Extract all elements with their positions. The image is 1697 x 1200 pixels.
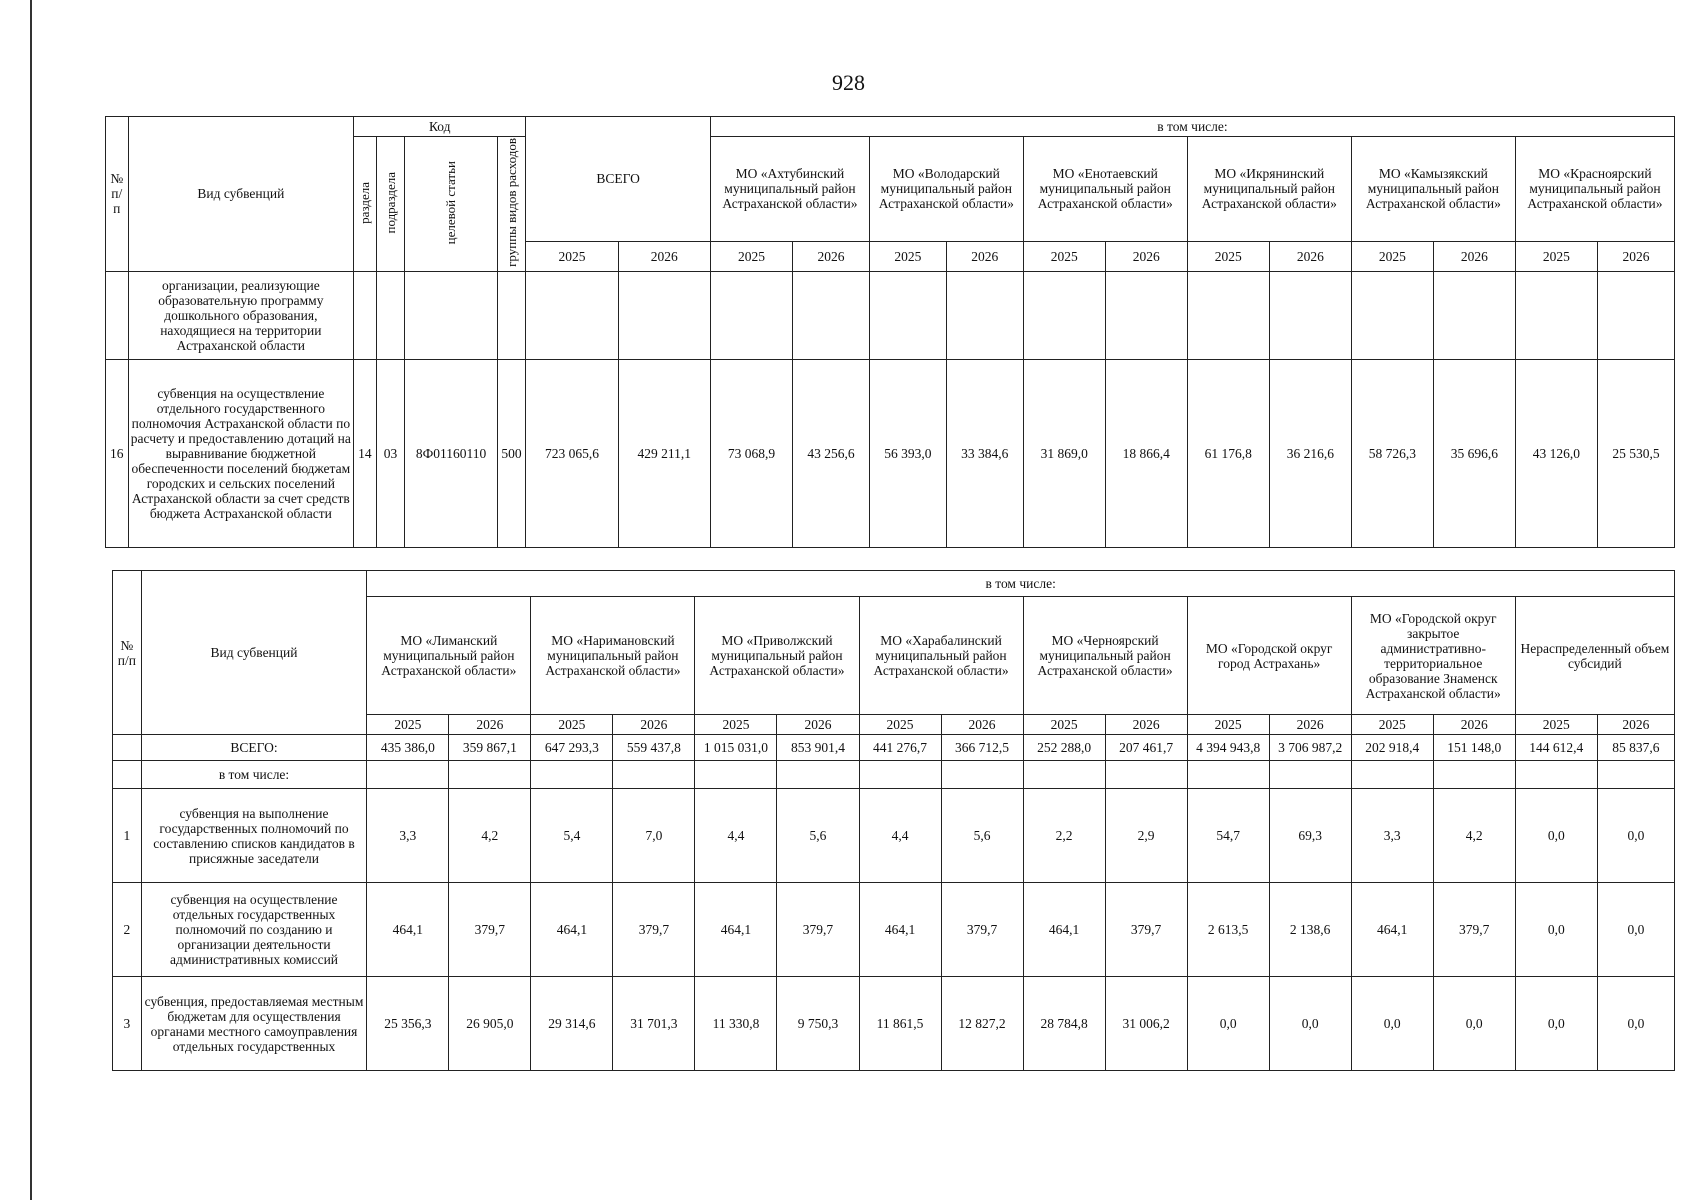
row-podrazdel xyxy=(376,271,405,359)
row-value xyxy=(449,761,531,789)
col-header-name: Вид субвенций xyxy=(141,571,367,735)
table-row xyxy=(106,359,1675,547)
row-value: 4,4 xyxy=(695,789,777,883)
row-value: 435 386,0 xyxy=(367,735,449,761)
row-value xyxy=(869,271,946,359)
row-total-2026 xyxy=(618,271,710,359)
year-header: 2026 xyxy=(613,715,695,735)
row-value: 29 314,6 xyxy=(531,977,613,1071)
year-header: 2025 xyxy=(869,241,946,271)
row-celevaya xyxy=(405,271,497,359)
municipality-header-limansky: МО «Лиманский муниципальный район Астраханской области» xyxy=(367,597,531,715)
row-value xyxy=(1187,271,1269,359)
row-total-2025: 723 065,6 xyxy=(526,359,618,547)
year-header: 2026 xyxy=(1105,241,1187,271)
row-value: 2,2 xyxy=(1023,789,1105,883)
row-value: 28 784,8 xyxy=(1023,977,1105,1071)
row-value xyxy=(1515,761,1597,789)
row-value: 3,3 xyxy=(1351,789,1433,883)
year-header: 2025 xyxy=(859,715,941,735)
row-value xyxy=(859,761,941,789)
municipality-header-privolzhsky: МО «Приволжский муниципальный район Астраханской области» xyxy=(695,597,859,715)
row-value xyxy=(1187,761,1269,789)
year-header: 2026 xyxy=(1105,715,1187,735)
row-value: 1 015 031,0 xyxy=(695,735,777,761)
row-value: 69,3 xyxy=(1269,789,1351,883)
row-value: 0,0 xyxy=(1433,977,1515,1071)
year-header: 2026 xyxy=(618,241,710,271)
row-razdel xyxy=(354,271,377,359)
row-value: 252 288,0 xyxy=(1023,735,1105,761)
row-value: 0,0 xyxy=(1515,789,1597,883)
row-value: 2,9 xyxy=(1105,789,1187,883)
year-header: 2026 xyxy=(1433,241,1515,271)
row-name: организации, реализующие образовательную программу дошкольного образования, находящиеся на территории Астраханской области xyxy=(128,271,354,359)
col-header-code: Код xyxy=(354,117,526,137)
row-value xyxy=(941,761,1023,789)
year-header: 2025 xyxy=(367,715,449,735)
row-value: 58 726,3 xyxy=(1351,359,1433,547)
row-value xyxy=(777,761,859,789)
table-row xyxy=(113,883,1675,977)
row-value: 61 176,8 xyxy=(1187,359,1269,547)
row-value: 359 867,1 xyxy=(449,735,531,761)
row-value xyxy=(1105,271,1187,359)
row-value: 4 394 943,8 xyxy=(1187,735,1269,761)
row-value: 5,6 xyxy=(941,789,1023,883)
row-value: 9 750,3 xyxy=(777,977,859,1071)
row-name: в том числе: xyxy=(141,761,367,789)
row-value: 379,7 xyxy=(1433,883,1515,977)
row-value: 366 712,5 xyxy=(941,735,1023,761)
row-value: 33 384,6 xyxy=(946,359,1023,547)
col-header-name: Вид субвенций xyxy=(128,117,354,272)
row-value: 0,0 xyxy=(1351,977,1433,1071)
year-header: 2025 xyxy=(1351,715,1433,735)
binding-margin-line xyxy=(30,0,32,1200)
row-value xyxy=(1023,761,1105,789)
table-row-total xyxy=(113,735,1675,761)
table-row xyxy=(113,789,1675,883)
row-value: 464,1 xyxy=(695,883,777,977)
row-value: 464,1 xyxy=(1023,883,1105,977)
row-value xyxy=(946,271,1023,359)
row-value xyxy=(1351,271,1433,359)
row-name: ВСЕГО: xyxy=(141,735,367,761)
municipality-header-astrakhan-city: МО «Городской округ город Астрахань» xyxy=(1187,597,1351,715)
year-header: 2026 xyxy=(1269,241,1351,271)
row-value: 0,0 xyxy=(1187,977,1269,1071)
row-value: 464,1 xyxy=(1351,883,1433,977)
year-header: 2025 xyxy=(526,241,618,271)
row-name: субвенция, предоставляемая местным бюджетам для осуществления органами местного самоуправления отдельных государственных xyxy=(141,977,367,1071)
row-num: 3 xyxy=(113,977,142,1071)
row-value: 4,4 xyxy=(859,789,941,883)
row-value: 11 861,5 xyxy=(859,977,941,1071)
row-name: субвенция на выполнение государственных полномочий по составлению списков кандидатов в присяжные заседатели xyxy=(141,789,367,883)
col-header-num: № п/п xyxy=(106,117,129,272)
row-value xyxy=(1597,761,1674,789)
row-value: 31 869,0 xyxy=(1023,359,1105,547)
row-value: 43 126,0 xyxy=(1515,359,1597,547)
subventions-table-part-2 xyxy=(112,570,1675,1071)
row-num xyxy=(113,761,142,789)
row-value xyxy=(1269,271,1351,359)
year-header: 2025 xyxy=(1023,241,1105,271)
municipality-header-narimanovsky: МО «Наримановский муниципальный район Астраханской области» xyxy=(531,597,695,715)
municipality-header-kamyzyaksky: МО «Камызякский муниципальный район Астраханской области» xyxy=(1351,137,1515,242)
year-header: 2025 xyxy=(531,715,613,735)
table-row xyxy=(113,977,1675,1071)
year-header: 2026 xyxy=(449,715,531,735)
municipality-header-ikryaninsky: МО «Икрянинский муниципальный район Астраханской области» xyxy=(1187,137,1351,242)
municipality-header-krasnoyarsky: МО «Красноярский муниципальный район Астраханской области» xyxy=(1515,137,1674,242)
year-header: 2025 xyxy=(1515,715,1597,735)
row-value: 379,7 xyxy=(777,883,859,977)
row-value xyxy=(1597,271,1674,359)
municipality-header-enotaevsky: МО «Енотаевский муниципальный район Астраханской области» xyxy=(1023,137,1187,242)
year-header: 2025 xyxy=(695,715,777,735)
col-header-total: ВСЕГО xyxy=(526,117,711,242)
row-value: 559 437,8 xyxy=(613,735,695,761)
row-value: 379,7 xyxy=(1105,883,1187,977)
year-header: 2026 xyxy=(1433,715,1515,735)
row-value: 25 530,5 xyxy=(1597,359,1674,547)
subventions-table-part-1 xyxy=(105,116,1675,548)
page-number: 928 xyxy=(832,70,865,95)
row-gruppa xyxy=(497,271,526,359)
row-value: 31 701,3 xyxy=(613,977,695,1071)
row-value: 151 148,0 xyxy=(1433,735,1515,761)
row-value: 379,7 xyxy=(941,883,1023,977)
row-value: 0,0 xyxy=(1515,883,1597,977)
row-celevaya: 8Ф01160110 xyxy=(405,359,497,547)
year-header: 2026 xyxy=(946,241,1023,271)
year-header: 2025 xyxy=(1187,715,1269,735)
row-value xyxy=(792,271,869,359)
row-value: 31 006,2 xyxy=(1105,977,1187,1071)
row-value: 4,2 xyxy=(449,789,531,883)
row-value xyxy=(1351,761,1433,789)
year-header: 2026 xyxy=(1597,241,1674,271)
row-podrazdel: 03 xyxy=(376,359,405,547)
row-value: 43 256,6 xyxy=(792,359,869,547)
row-value: 54,7 xyxy=(1187,789,1269,883)
row-value: 12 827,2 xyxy=(941,977,1023,1071)
row-value: 441 276,7 xyxy=(859,735,941,761)
row-num: 1 xyxy=(113,789,142,883)
year-header: 2026 xyxy=(1597,715,1674,735)
year-header: 2025 xyxy=(1351,241,1433,271)
row-value xyxy=(1433,271,1515,359)
row-value: 207 461,7 xyxy=(1105,735,1187,761)
col-header-gruppa: группы видов расходов xyxy=(497,137,526,272)
row-value: 35 696,6 xyxy=(1433,359,1515,547)
municipality-header-akhtubinsky: МО «Ахтубинский муниципальный район Астраханской области» xyxy=(710,137,869,242)
row-value: 464,1 xyxy=(531,883,613,977)
row-value xyxy=(1433,761,1515,789)
row-value xyxy=(367,761,449,789)
municipality-header-znamensk: МО «Городской округ закрытое административно-территориальное образование Знаменск Астраханской области» xyxy=(1351,597,1515,715)
row-value xyxy=(1269,761,1351,789)
row-value: 853 901,4 xyxy=(777,735,859,761)
row-value xyxy=(1023,271,1105,359)
row-name: субвенция на осуществление отдельного государственного полномочия Астраханской области по расчету и предоставлению дотаций на выравнивание бюджетной обеспеченности поселений бюджетам городских и сельских поселений Астраханской области за счет средств бюджета Астраханской области xyxy=(128,359,354,547)
row-value: 85 837,6 xyxy=(1597,735,1674,761)
row-value: 0,0 xyxy=(1597,977,1674,1071)
municipality-header-chernoyarsky: МО «Черноярский муниципальный район Астраханской области» xyxy=(1023,597,1187,715)
row-value: 379,7 xyxy=(449,883,531,977)
col-header-including: в том числе: xyxy=(367,571,1675,597)
col-header-celevaya: целевой статьи xyxy=(405,137,497,272)
row-value: 647 293,3 xyxy=(531,735,613,761)
municipality-header-volodarsky: МО «Володарский муниципальный район Астраханской области» xyxy=(869,137,1023,242)
row-value: 464,1 xyxy=(367,883,449,977)
row-value xyxy=(613,761,695,789)
table-row xyxy=(106,271,1675,359)
row-value: 202 918,4 xyxy=(1351,735,1433,761)
row-value xyxy=(531,761,613,789)
row-value: 0,0 xyxy=(1515,977,1597,1071)
row-total-2025 xyxy=(526,271,618,359)
col-header-razdel: раздела xyxy=(354,137,377,272)
municipality-header-kharabalinsky: МО «Харабалинский муниципальный район Астраханской области» xyxy=(859,597,1023,715)
row-value: 2 138,6 xyxy=(1269,883,1351,977)
row-gruppa: 500 xyxy=(497,359,526,547)
row-value: 464,1 xyxy=(859,883,941,977)
year-header: 2025 xyxy=(1187,241,1269,271)
row-value xyxy=(1105,761,1187,789)
row-value: 2 613,5 xyxy=(1187,883,1269,977)
row-value: 0,0 xyxy=(1597,883,1674,977)
row-value: 5,4 xyxy=(531,789,613,883)
row-num xyxy=(106,271,129,359)
year-header: 2026 xyxy=(777,715,859,735)
row-value: 25 356,3 xyxy=(367,977,449,1071)
year-header: 2026 xyxy=(792,241,869,271)
row-value: 11 330,8 xyxy=(695,977,777,1071)
row-value: 56 393,0 xyxy=(869,359,946,547)
col-header-including: в том числе: xyxy=(710,117,1674,137)
row-value: 7,0 xyxy=(613,789,695,883)
row-num: 16 xyxy=(106,359,129,547)
table-row xyxy=(113,761,1675,789)
row-value: 0,0 xyxy=(1269,977,1351,1071)
row-value: 73 068,9 xyxy=(710,359,792,547)
row-value: 18 866,4 xyxy=(1105,359,1187,547)
col-header-unallocated: Нераспределенный объем субсидий xyxy=(1515,597,1674,715)
year-header: 2026 xyxy=(941,715,1023,735)
year-header: 2026 xyxy=(1269,715,1351,735)
row-value: 144 612,4 xyxy=(1515,735,1597,761)
year-header: 2025 xyxy=(710,241,792,271)
row-value: 0,0 xyxy=(1597,789,1674,883)
row-total-2026: 429 211,1 xyxy=(618,359,710,547)
row-name: субвенция на осуществление отдельных государственных полномочий по созданию и организации деятельности административных комиссий xyxy=(141,883,367,977)
row-num xyxy=(113,735,142,761)
year-header: 2025 xyxy=(1023,715,1105,735)
row-num: 2 xyxy=(113,883,142,977)
row-value: 4,2 xyxy=(1433,789,1515,883)
row-value xyxy=(695,761,777,789)
row-value: 3 706 987,2 xyxy=(1269,735,1351,761)
row-value: 3,3 xyxy=(367,789,449,883)
row-value xyxy=(1515,271,1597,359)
row-value: 5,6 xyxy=(777,789,859,883)
row-value xyxy=(710,271,792,359)
row-razdel: 14 xyxy=(354,359,377,547)
col-header-podrazdel: подраздела xyxy=(376,137,405,272)
row-value: 36 216,6 xyxy=(1269,359,1351,547)
col-header-num: № п/п xyxy=(113,571,142,735)
row-value: 379,7 xyxy=(613,883,695,977)
row-value: 26 905,0 xyxy=(449,977,531,1071)
year-header: 2025 xyxy=(1515,241,1597,271)
